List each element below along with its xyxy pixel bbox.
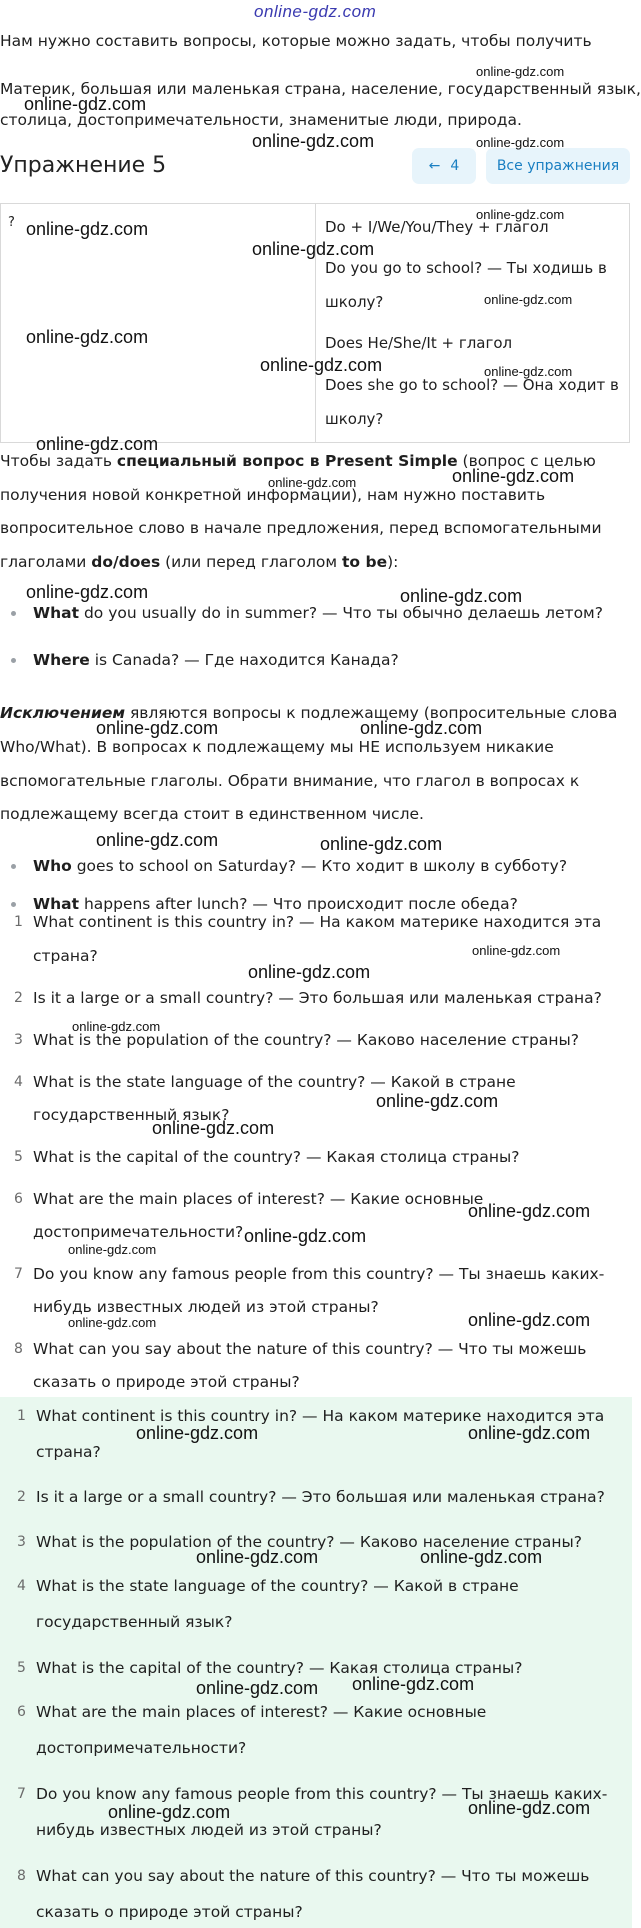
- answer-number: 5: [17, 1660, 26, 1676]
- exercise-title: Упражнение 5: [0, 153, 167, 178]
- watermark: online-gdz.com: [376, 1091, 499, 1111]
- question-number: 7: [14, 1266, 23, 1282]
- answer-number: 6: [17, 1704, 26, 1720]
- table-row-5: Does she go to school? — Она ходит в: [325, 376, 619, 394]
- exception-example-2: [33, 895, 518, 913]
- question-4-line-2: государственный язык?: [33, 1106, 230, 1124]
- question-6-line-1: What are the main places of interest? — Какие основные: [33, 1190, 484, 1208]
- special-line-4-bold-do: do/does: [91, 553, 161, 571]
- table-left-mark: ?: [8, 215, 15, 230]
- exception-line-2: Who/What). В вопросах к подлежащему мы НЕ используем никакие: [0, 738, 554, 756]
- exception-line-1: [0, 705, 617, 721]
- watermark: online-gdz.com: [476, 135, 565, 150]
- watermark: online-gdz.com: [400, 586, 523, 606]
- answer-4-line-2: государственный язык?: [36, 1613, 233, 1631]
- watermark: online-gdz.com: [468, 1798, 591, 1818]
- question-3-line-1: What is the population of the country? — Каково население страны?: [33, 1031, 580, 1049]
- watermark-top: online-gdz.com: [254, 2, 377, 21]
- bullet-dot: [11, 658, 16, 663]
- watermark: online-gdz.com: [26, 219, 149, 239]
- answer-7-line-1: Do you know any famous people from this country? — Ты знаешь каких-: [36, 1785, 608, 1803]
- special-line-1-pre: Чтобы задать: [0, 452, 117, 470]
- special-example-1-rest: do you usually do in summer? — Что ты обычно делаешь летом?: [79, 604, 603, 622]
- exception-example-1-word: Who: [33, 857, 72, 875]
- table-row-1: Do + I/We/You/They + глагол: [325, 218, 549, 236]
- watermark: online-gdz.com: [96, 718, 219, 738]
- watermark: online-gdz.com: [268, 475, 357, 490]
- question-6-line-2: достопримечательности?: [33, 1223, 244, 1241]
- question-number: 3: [14, 1032, 23, 1048]
- watermark: online-gdz.com: [108, 1802, 231, 1822]
- exception-example-2-word: What: [33, 895, 80, 913]
- answer-6-line-2: достопримечательности?: [36, 1739, 247, 1757]
- prev-exercise-label: 4: [450, 158, 460, 174]
- answer-number: 3: [17, 1534, 26, 1550]
- answer-block: [0, 1397, 632, 1928]
- bullet-dot: [11, 902, 16, 907]
- watermark: online-gdz.com: [252, 131, 375, 151]
- special-line-4-bold-be: to be: [342, 553, 388, 571]
- table-row-4: Does He/She/It + глагол: [325, 334, 513, 352]
- special-line-2: получения новой конкретной информации), нам нужно поставить: [0, 486, 546, 504]
- watermark: online-gdz.com: [484, 364, 573, 379]
- watermark: online-gdz.com: [484, 292, 573, 307]
- exception-line-3: вспомогательные глаголы. Обрати внимание, что глагол в вопросах к: [0, 772, 580, 790]
- answer-8-line-1: What can you say about the nature of this country? — Что ты можешь: [36, 1867, 590, 1885]
- table-row-6: школу?: [325, 410, 384, 428]
- question-7-line-1: Do you know any famous people from this country? — Ты знаешь каких-: [33, 1265, 605, 1283]
- answer-1-line-2: страна?: [36, 1443, 101, 1461]
- watermark: online-gdz.com: [26, 582, 149, 602]
- answer-number: 1: [17, 1408, 26, 1424]
- question-8-line-1: What can you say about the nature of this country? — Что ты можешь: [33, 1340, 587, 1358]
- answer-8-line-2: сказать о природе этой страны?: [36, 1903, 303, 1921]
- special-line-4-post: ):: [387, 553, 399, 571]
- answer-number: 2: [17, 1489, 26, 1505]
- watermark: online-gdz.com: [468, 1201, 591, 1221]
- answer-1-line-1: What continent is this country in? — На каком материке находится эта: [36, 1407, 605, 1425]
- watermark: online-gdz.com: [248, 962, 371, 982]
- watermark: online-gdz.com: [244, 1226, 367, 1246]
- special-line-3: вопросительное слово в начале предложения, перед вспомогательными: [0, 519, 602, 537]
- special-example-2: [33, 652, 399, 668]
- watermark: online-gdz.com: [26, 327, 149, 347]
- special-line-4-mid: (или перед глаголом: [160, 553, 343, 571]
- answer-7-line-2: нибудь известных людей из этой страны?: [36, 1821, 382, 1839]
- answer-3-line-1: What is the population of the country? — Каково население страны?: [36, 1533, 583, 1551]
- all-exercises-button[interactable]: [486, 148, 630, 184]
- answer-4-line-1: What is the state language of the country? — Какой в стране: [36, 1577, 519, 1595]
- question-1-line-1: What continent is this country in? — На каком материке находится эта: [33, 913, 602, 931]
- answer-5-line-1: What is the capital of the country? — Какая столица страны?: [36, 1659, 523, 1677]
- special-example-1-word: What: [33, 604, 80, 622]
- answer-number: 4: [17, 1578, 26, 1594]
- intro-line-2: Материк, большая или маленькая страна, население, государственный язык,: [0, 80, 641, 98]
- watermark: online-gdz.com: [96, 830, 219, 850]
- question-7-line-2: нибудь известных людей из этой страны?: [33, 1298, 379, 1316]
- watermark: online-gdz.com: [352, 1674, 475, 1694]
- exception-example-1: [33, 858, 567, 874]
- special-line-1-bold: специальный вопрос в Present Simple: [116, 452, 458, 470]
- answer-number: 7: [17, 1786, 26, 1802]
- exception-line-4: подлежащему всегда стоит в единственном числе.: [0, 805, 424, 823]
- table-row-3: школу?: [325, 293, 384, 311]
- watermark: online-gdz.com: [252, 239, 375, 259]
- watermark: online-gdz.com: [452, 466, 575, 486]
- question-number: 2: [14, 990, 23, 1006]
- special-example-1: [33, 605, 603, 621]
- special-example-2-word: Where: [33, 651, 90, 669]
- watermark: online-gdz.com: [196, 1547, 319, 1567]
- watermark: online-gdz.com: [68, 1315, 157, 1330]
- watermark: online-gdz.com: [152, 1118, 275, 1138]
- watermark: online-gdz.com: [360, 718, 483, 738]
- exception-example-1-rest: goes to school on Saturday? — Кто ходит в школу в субботу?: [71, 857, 568, 875]
- question-1-line-2: страна?: [33, 947, 98, 965]
- bullet-dot: [11, 864, 16, 869]
- question-number: 5: [14, 1149, 23, 1165]
- watermark: online-gdz.com: [36, 434, 159, 454]
- question-2-line-1: Is it a large or a small country? — Это большая или маленькая страна?: [33, 989, 602, 1007]
- watermark: online-gdz.com: [420, 1547, 543, 1567]
- arrow-left-icon: ←: [428, 158, 441, 174]
- question-number: 8: [14, 1341, 23, 1357]
- exception-line-1-rest: являются вопросы к подлежащему (вопросительные слова: [125, 704, 618, 722]
- watermark: online-gdz.com: [196, 1678, 319, 1698]
- intro-line-3: столица, достопримечательности, знаменитые люди, природа.: [0, 111, 522, 129]
- answer-2-line-1: Is it a large or a small country? — Это большая или маленькая страна?: [36, 1488, 605, 1506]
- watermark: online-gdz.com: [136, 1423, 259, 1443]
- all-exercises-label: Все упражнения: [496, 158, 620, 174]
- special-example-2-rest: is Canada? — Где находится Канада?: [89, 651, 399, 669]
- answer-number: 8: [17, 1868, 26, 1884]
- question-number: 6: [14, 1191, 23, 1207]
- watermark: online-gdz.com: [24, 94, 147, 114]
- question-number: 1: [14, 914, 23, 930]
- question-8-line-2: сказать о природе этой страны?: [33, 1373, 300, 1391]
- special-line-1-post: (вопрос с целью: [457, 452, 596, 470]
- watermark: online-gdz.com: [72, 1019, 161, 1034]
- watermark: online-gdz.com: [68, 1242, 157, 1257]
- watermark: online-gdz.com: [320, 834, 443, 854]
- special-line-4: [0, 554, 398, 570]
- table-row-2: Do you go to school? — Ты ходишь в: [325, 259, 607, 277]
- prev-exercise-button[interactable]: [412, 148, 476, 184]
- question-number: 4: [14, 1074, 23, 1090]
- watermark: online-gdz.com: [476, 207, 565, 222]
- watermark: online-gdz.com: [472, 943, 561, 958]
- watermark: online-gdz.com: [468, 1423, 591, 1443]
- bullet-dot: [11, 611, 16, 616]
- answer-6-line-1: What are the main places of interest? — Какие основные: [36, 1703, 487, 1721]
- exception-example-2-rest: happens after lunch? — Что происходит после обеда?: [79, 895, 518, 913]
- question-5-line-1: What is the capital of the country? — Какая столица страны?: [33, 1148, 520, 1166]
- exception-line-1-bold: Исключением: [0, 704, 126, 722]
- intro-line-1: Нам нужно составить вопросы, которые можно задать, чтобы получить: [0, 32, 592, 50]
- watermark: online-gdz.com: [260, 355, 383, 375]
- special-line-4-pre: глаголами: [0, 553, 92, 571]
- watermark: online-gdz.com: [468, 1310, 591, 1330]
- question-4-line-1: What is the state language of the country? — Какой в стране: [33, 1073, 516, 1091]
- watermark: online-gdz.com: [476, 64, 565, 79]
